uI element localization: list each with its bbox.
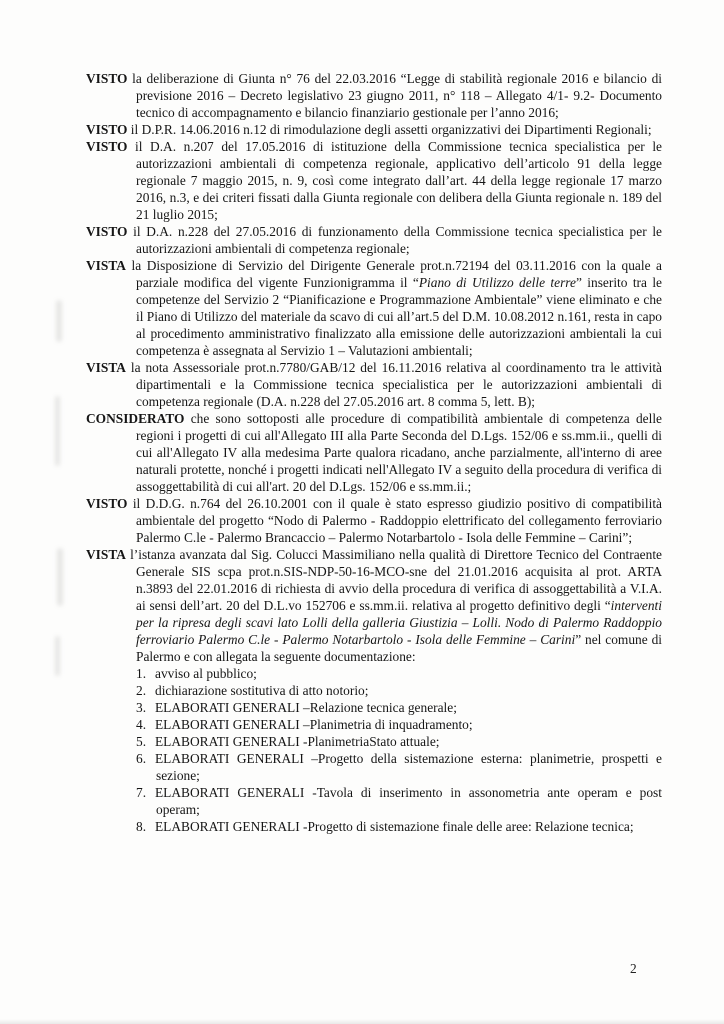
text-segment: ” nel comune di Palermo e con allegata la seguente documentazione:	[136, 632, 662, 664]
list-item-text: dichiarazione sostitutiva di atto notorio;	[155, 683, 369, 698]
text-segment: che sono sottoposti alle procedure di compatibilità ambientale di competenza delle regioni i progetti di cui all'Allegato III alla Parte Seconda del D.Lgs. 152/06 e ss.mm.ii., quelli di cui all'Allegato IV alla medesima Parte qualora ricadano, anche parzialmente, all'interno di aree naturali protette, nonché i progetti indicati nell'Allegato IV a seguito della procedura di verifica di assoggettabilità di cui all'art. 20 del D.Lgs. 152/06 e ss.mm.ii.;	[136, 411, 662, 494]
paragraph-label: VISTO	[86, 139, 128, 154]
text-segment: la nota Assessoriale prot.n.7780/GAB/12 del 16.11.2016 relativa al coordinamento tra le attività dipartimentali e la Commissione tecnica specialistica per le autorizzazioni ambientali di competenza regionale (D.A. n.228 del 27.05.2016 art. 8 comma 5, lett. B);	[130, 360, 662, 409]
scan-artifact	[57, 548, 63, 606]
list-item-number: 5.	[136, 734, 147, 749]
attachment-list-item	[86, 699, 662, 716]
paragraph-label: VISTA	[86, 547, 126, 562]
paragraph-label: VISTO	[86, 496, 128, 511]
attachment-list-item	[86, 750, 662, 784]
page-bottom-edge	[0, 1019, 724, 1024]
list-item-number: 2.	[136, 683, 147, 698]
page-number: 2	[630, 961, 637, 976]
scan-artifact	[56, 300, 62, 342]
scan-artifact	[55, 396, 60, 466]
text-segment: la deliberazione di Giunta n° 76 del 22.03.2016 “Legge di stabilità regionale 2016 e bilancio di previsione 2016 – Decreto legislativo 23 giugno 2011, n° 118 – Allegato 4/1- 9.2- Documento tecnico di accompagnamento e bilancio finanziario gestionale per l’anno 2016;	[132, 71, 662, 120]
attachment-list-item	[86, 665, 662, 682]
text-segment: il D.P.R. 14.06.2016 n.12 di rimodulazione degli assetti organizzativi dei Dipartimenti Regionali;	[130, 122, 652, 137]
document-body	[86, 70, 662, 835]
text-segment: la Disposizione di Servizio del Dirigente Generale prot.n.72194 del 03.11.2016 con la quale a parziale modifica del vigente Funzionigramma il “	[131, 258, 662, 290]
attachment-list	[86, 665, 662, 835]
text-segment: l’istanza avanzata dal Sig. Colucci Massimiliano nella qualità di Direttore Tecnico del Contraente Generale SIS scpa prot.n.SIS-NDP-50-16-MCO-sne del 21.01.2016 acquisita al prot. ARTA n.3893 del 22.01.2016 di richiesta di avvio della procedura di verifica di assoggettabilità a V.I.A. ai sensi dell’art. 20 del D.L.vo 152706 e ss.mm.ii. relativa al progetto definitivo degli “	[130, 547, 662, 613]
text-segment: il D.D.G. n.764 del 26.10.2001 con il quale è stato espresso giudizio positivo di compatibilità ambientale del progetto “Nodo di Palermo - Raddoppio elettrificato del collegamento ferroviario Palermo C.le - Palermo Brancaccio – Palermo Notarbartolo - Isola delle Femmine – Carini”;	[132, 496, 662, 545]
text-segment: il D.A. n.228 del 27.05.2016 di funzionamento della Commissione tecnica specialistica per le autorizzazioni ambientali di competenza regionale;	[133, 224, 662, 256]
list-item-number: 7.	[136, 785, 147, 800]
list-item-text: ELABORATI GENERALI -Tavola di inserimento in assonometria ante operam e post operam;	[155, 785, 662, 817]
paragraph	[86, 257, 662, 359]
list-item-number: 3.	[136, 700, 147, 715]
list-item-text: ELABORATI GENERALI –Planimetria di inquadramento;	[155, 717, 473, 732]
text-segment: il D.A. n.207 del 17.05.2016 di istituzione della Commissione tecnica specialistica per le autorizzazioni ambientali di competenza regionale, applicativo dell’articolo 91 della legge regionale 7 maggio 2015, n. 9, così come integrato dall’art. 44 della legge regionale 17 marzo 2016, n.3, e dei criteri fissati dalla Giunta regionale con delibera della Giunta regionale n. 189 del 21 luglio 2015;	[135, 139, 662, 222]
attachment-list-item	[86, 733, 662, 750]
attachment-list-item	[86, 682, 662, 699]
list-item-number: 4.	[136, 717, 147, 732]
list-item-number: 6.	[136, 751, 147, 766]
paragraph	[86, 121, 662, 138]
list-item-text: ELABORATI GENERALI -Progetto di sistemazione finale delle aree: Relazione tecnica;	[155, 819, 634, 834]
attachment-list-item	[86, 818, 662, 835]
scan-artifact	[55, 636, 60, 676]
italic-text-segment: interventi per la ripresa degli scavi lato Lolli della galleria Giustizia – Lolli. Nodo di Palermo Raddoppio ferroviario Palermo C.le - Palermo Notarbartolo - Isola delle Femmine – Carini	[136, 598, 662, 647]
paragraph-label: CONSIDERATO	[86, 411, 185, 426]
italic-text-segment: Piano di Utilizzo delle terre	[418, 275, 576, 290]
paragraph-label: VISTA	[86, 360, 126, 375]
paragraph	[86, 223, 662, 257]
list-item-number: 1.	[136, 666, 147, 681]
paragraph-label: VISTA	[86, 258, 126, 273]
list-item-text: ELABORATI GENERALI –Relazione tecnica generale;	[155, 700, 457, 715]
list-item-number: 8.	[136, 819, 147, 834]
list-item-text: ELABORATI GENERALI –Progetto della sistemazione esterna: planimetrie, prospetti e sezione;	[155, 751, 662, 783]
paragraph	[86, 410, 662, 495]
paragraph	[86, 70, 662, 121]
paragraph-label: VISTO	[86, 71, 128, 86]
list-item-text: ELABORATI GENERALI -PlanimetriaStato attuale;	[155, 734, 440, 749]
paragraph-label: VISTO	[86, 122, 128, 137]
paragraph	[86, 138, 662, 223]
paragraph	[86, 546, 662, 665]
paragraph	[86, 359, 662, 410]
list-item-text: avviso al pubblico;	[155, 666, 257, 681]
attachment-list-item	[86, 716, 662, 733]
attachment-list-item	[86, 784, 662, 818]
paragraph-label: VISTO	[86, 224, 128, 239]
text-segment: ” inserito tra le competenze del Servizio 2 “Pianificazione e Programmazione Ambientale” viene eliminato e che il Piano di Utilizzo del materiale da scavo di cui all’art.5 del D.M. 10.08.2012 n.161, resta in capo al procedimento amministrativo finalizzato alla emissione delle autorizzazioni ambientali la cui competenza è assegnata al Servizio 1 – Valutazioni ambientali;	[136, 275, 662, 358]
paragraph	[86, 495, 662, 546]
